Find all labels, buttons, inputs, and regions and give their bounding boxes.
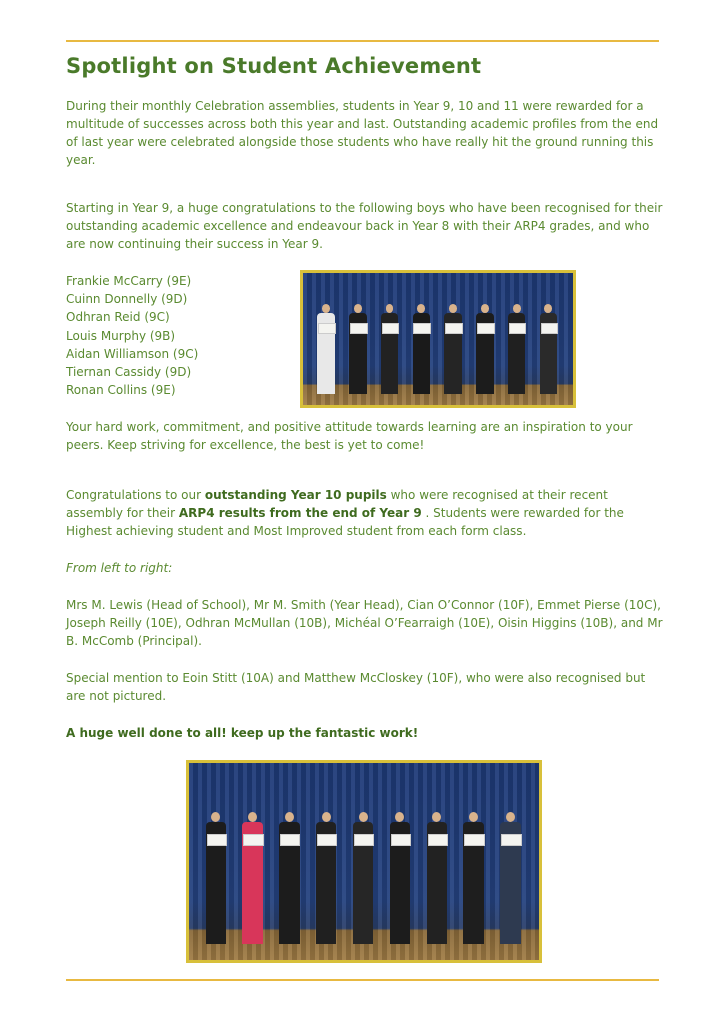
well-done-text xyxy=(66,724,666,742)
photo-person xyxy=(476,304,493,395)
photo-person xyxy=(444,304,461,395)
list-item: Frankie McCarry (9E) xyxy=(66,274,192,288)
year10-bold-1: outstanding Year 10 pupils xyxy=(204,488,387,502)
list-item: Tiernan Cassidy (9D) xyxy=(66,365,192,380)
year10-text-2: who were recognised at their recent assembly for their xyxy=(66,488,608,520)
intro-paragraph: During their monthly Celebration assemblies, students in Year 9, 10 and 11 were rewarded for a multitude of successes across both this year and last. Outstanding academic profiles from the end of last year were celebrated alongside those students who have really hit the ground running this year. xyxy=(66,99,659,167)
well-done-bold: A huge well done to all! keep up the fantastic work! xyxy=(66,726,419,740)
photo-person xyxy=(540,304,557,395)
photo-person xyxy=(413,304,430,395)
photo-person xyxy=(508,304,525,395)
list-item: Odhran Reid (9C) xyxy=(66,310,170,325)
photo-person xyxy=(242,812,262,944)
photo-person xyxy=(317,304,334,395)
special-mention-paragraph: Special mention to Eoin Stitt (10A) and Matthew McCloskey (10F), who were also recognised but are not pictured. xyxy=(66,671,646,703)
bottom-divider xyxy=(66,979,659,981)
photo-person xyxy=(427,812,447,944)
photo-person xyxy=(500,812,520,944)
list-item: Cuinn Donnelly (9D) xyxy=(66,292,188,307)
year10-text-1: Congratulations to our xyxy=(66,488,205,502)
photo-person xyxy=(353,812,373,944)
year9-names-list xyxy=(66,272,198,399)
photo-person xyxy=(463,812,483,944)
photo-person xyxy=(390,812,410,944)
from-left-label: From left to right: xyxy=(66,561,173,575)
photo-person xyxy=(316,812,336,944)
photo-person xyxy=(279,812,299,944)
photo-person xyxy=(349,304,366,395)
year10-text-3: . Students were rewarded for the Highest achieving student and Most Improved student from each form class. xyxy=(66,506,624,538)
year9-intro-paragraph: Starting in Year 9, a huge congratulations to the following boys who have been recognised for their outstanding academic excellence and endeavour back in Year 8 with their ARP4 grades, and who are now continuing their success in Year 9. xyxy=(66,201,663,251)
year10-bold-2: ARP4 results from the end of Year 9 xyxy=(178,506,422,520)
list-item: Louis Murphy (9B) xyxy=(66,328,176,343)
people-list-paragraph: Mrs M. Lewis (Head of School), Mr M. Smith (Year Head), Cian O’Connor (10F), Emmet Pierse (10C), Joseph Reilly (10E), Odhran McMullan (10B), Michéal O’Fearraigh (10E), Oisin Higgins (10B), and Mr B. McComb (Principal). xyxy=(66,598,663,648)
list-item: Ronan Collins (9E) xyxy=(66,383,176,398)
photo-person xyxy=(381,304,398,395)
page-title: Spotlight on Student Achievement xyxy=(66,54,482,78)
year10-group-photo xyxy=(186,760,542,963)
top-divider xyxy=(66,40,659,42)
photo-person xyxy=(206,812,226,944)
year9-closing-paragraph: Your hard work, commitment, and positive attitude towards learning are an inspiration to your peers. Keep striving for excellence, the best is yet to come! xyxy=(66,420,633,452)
year9-group-photo xyxy=(300,270,576,408)
list-item: Aidan Williamson (9C) xyxy=(66,346,199,361)
year10-paragraph xyxy=(66,486,666,540)
